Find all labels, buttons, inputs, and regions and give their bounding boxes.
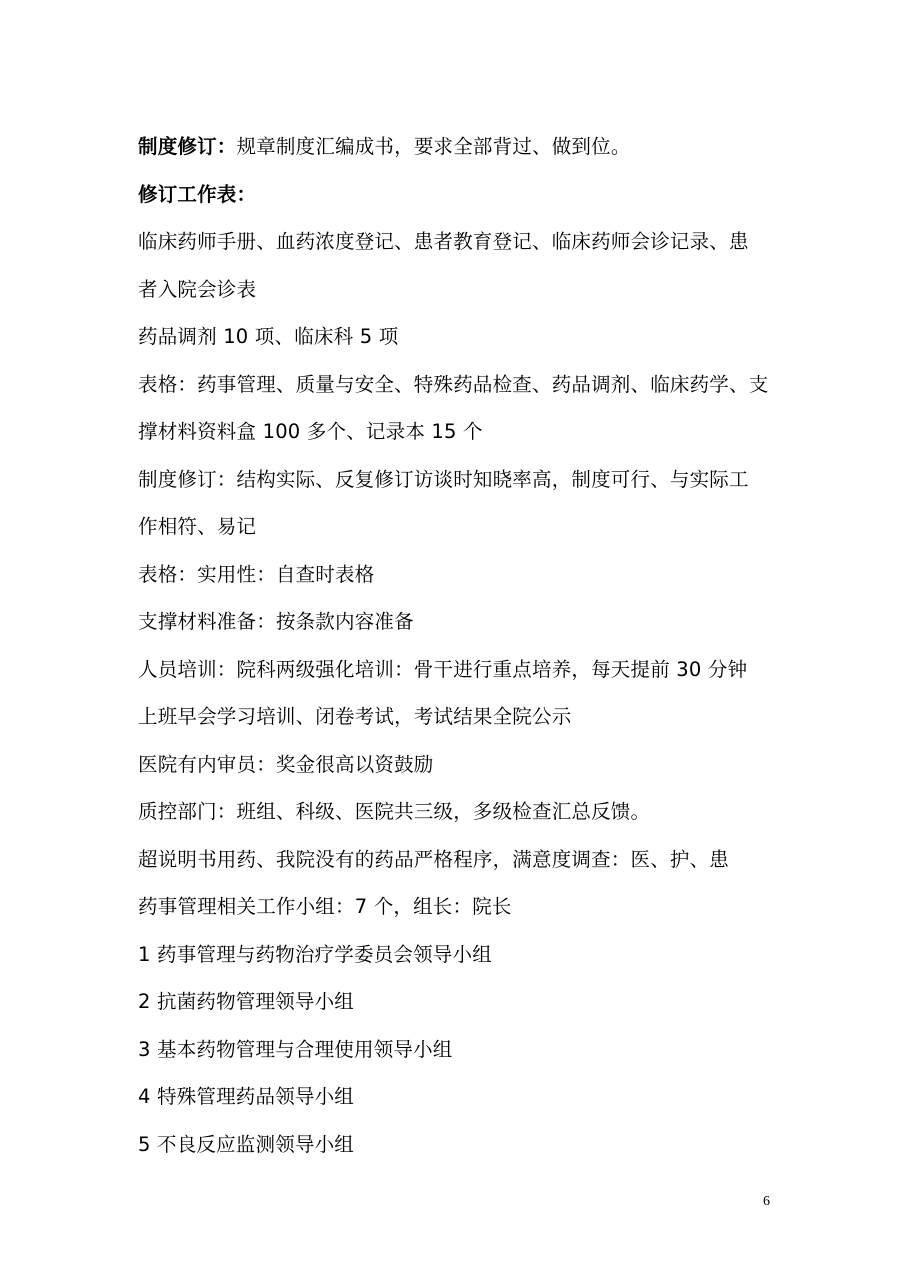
body-line-6: 制度修订：结构实际、反复修订访谈时知晓率高，制度可行、与实际工: [138, 467, 749, 491]
body-line-17: 2 抗菌药物管理领导小组: [138, 990, 355, 1013]
body-line-16: 1 药事管理与药物治疗学委员会领导小组: [138, 942, 492, 966]
revision-worksheet-heading: 修订工作表：: [138, 182, 257, 206]
body-line-2: 者入院会诊表: [138, 277, 257, 301]
body-line-4: 表格：药事管理、质量与安全、特殊药品检查、药品调剂、临床药学、支: [138, 372, 769, 396]
body-line-20: 5 不良反应监测领导小组: [138, 1132, 355, 1156]
body-line-8: 表格：实用性：自查时表格: [138, 562, 375, 586]
body-line-1: 临床药师手册、血药浓度登记、患者教育登记、临床药师会诊记录、患: [138, 230, 749, 253]
page-number: 6: [763, 1194, 770, 1209]
policy-revision-label: 制度修订：: [138, 135, 237, 158]
body-line-11: 上班早会学习培训、闭卷考试，考试结果全院公示: [138, 705, 572, 728]
policy-revision-text: 规章制度汇编成书，要求全部背过、做到位。: [236, 135, 631, 158]
body-line-7: 作相符、易记: [138, 515, 257, 538]
document-body: [138, 123, 778, 1168]
body-line-18: 3 基本药物管理与合理使用领导小组: [138, 1037, 453, 1061]
body-line-19: 4 特殊管理药品领导小组: [138, 1085, 355, 1108]
body-line-14: 超说明书用药、我院没有的药品严格程序，满意度调查：医、护、患: [138, 847, 730, 871]
body-line-10: 人员培训：院科两级强化培训：骨干进行重点培养，每天提前 30 分钟: [138, 657, 748, 681]
body-line-15: 药事管理相关工作小组：7 个，组长：院长: [138, 895, 512, 918]
body-line-12: 医院有内审员：奖金很高以资鼓励: [138, 752, 434, 776]
body-line-13: 质控部门：班组、科级、医院共三级，多级检查汇总反馈。: [138, 800, 651, 823]
policy-revision-paragraph: [138, 123, 778, 171]
body-line-9: 支撑材料准备：按条款内容准备: [138, 610, 414, 633]
body-line-3: 药品调剂 10 项、临床科 5 项: [138, 325, 399, 348]
body-line-5: 撑材料资料盒 100 多个、记录本 15 个: [138, 420, 483, 443]
